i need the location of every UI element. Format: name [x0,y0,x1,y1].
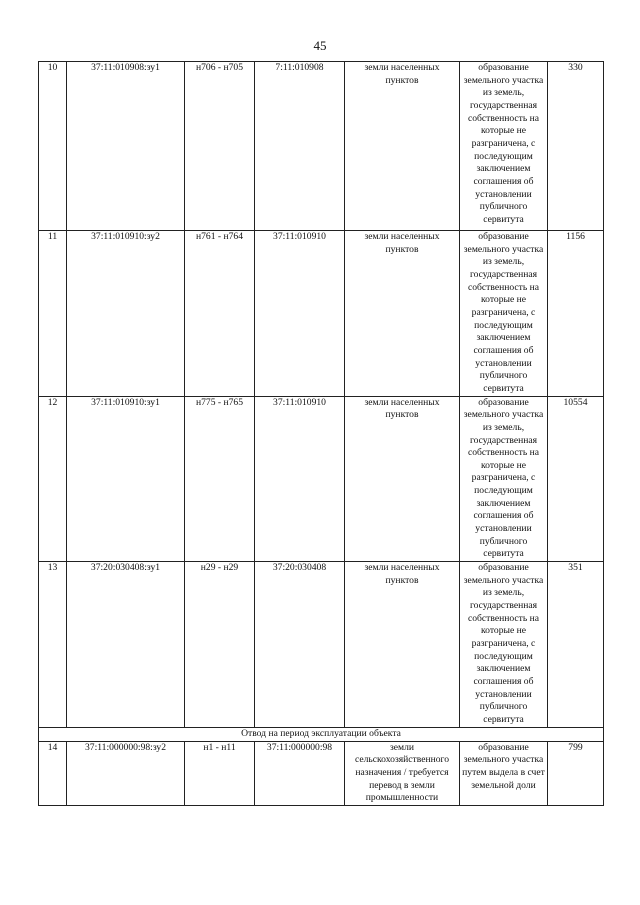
formation-method: образование земельного участка из земель, государственная собственность на которые не разграничена, с последующим заключением соглашения об установлении публичного сервитута [460,62,548,231]
plot-area: 330 [548,62,604,231]
page-number: 45 [313,38,327,53]
plot-area: 10554 [548,396,604,562]
cadastral-block: 37:11:010910 [255,396,345,562]
formation-method: образование земельного участка из земель, государственная собственность на которые не разграничена, с последующим заключением соглашения об установлении публичного сервитута [460,396,548,562]
boundary-points: н706 - н705 [185,62,255,231]
plot-area: 799 [548,741,604,806]
table-row [39,562,604,728]
cadastral-block: 37:20:030408 [255,562,345,728]
cadastral-block: 37:11:000000:98 [255,741,345,806]
boundary-points: н761 - н764 [185,231,255,397]
row-number: 14 [39,741,67,806]
formation-method: образование земельного участка из земель, государственная собственность на которые не разграничена, с последующим заключением соглашения об установлении публичного сервитута [460,562,548,728]
row-number: 10 [39,62,67,231]
table-row [39,231,604,397]
row-number: 11 [39,231,67,397]
boundary-points: н775 - н765 [185,396,255,562]
formation-method: образование земельного участка путем выдела в счет земельной доли [460,741,548,806]
land-category: земли сельскохозяйственного назначения / требуется перевод в земли промышленности [345,741,460,806]
plot-area: 351 [548,562,604,728]
cadastral-number: 37:11:010910:зу2 [67,231,185,397]
row-number: 12 [39,396,67,562]
boundary-points: н29 - н29 [185,562,255,728]
table-row [39,741,604,806]
land-plots-table [38,61,604,806]
formation-method: образование земельного участка из земель, государственная собственность на которые не разграничена, с последующим заключением соглашения об установлении публичного сервитута [460,231,548,397]
section-header-row [39,727,604,741]
row-number: 13 [39,562,67,728]
land-category: земли населенных пунктов [345,231,460,397]
table-row [39,62,604,231]
table-row [39,396,604,562]
land-category: земли населенных пунктов [345,62,460,231]
land-category: земли населенных пунктов [345,562,460,728]
plot-area: 1156 [548,231,604,397]
cadastral-number: 37:11:010910:зу1 [67,396,185,562]
section-title: Отвод на период эксплуатации объекта [39,727,604,741]
cadastral-number: 37:20:030408:зу1 [67,562,185,728]
cadastral-block: 37:11:010910 [255,231,345,397]
cadastral-block: 7:11:010908 [255,62,345,231]
cadastral-number: 37:11:000000:98:зу2 [67,741,185,806]
land-category: земли населенных пунктов [345,396,460,562]
cadastral-number: 37:11:010908:зу1 [67,62,185,231]
boundary-points: н1 - н11 [185,741,255,806]
